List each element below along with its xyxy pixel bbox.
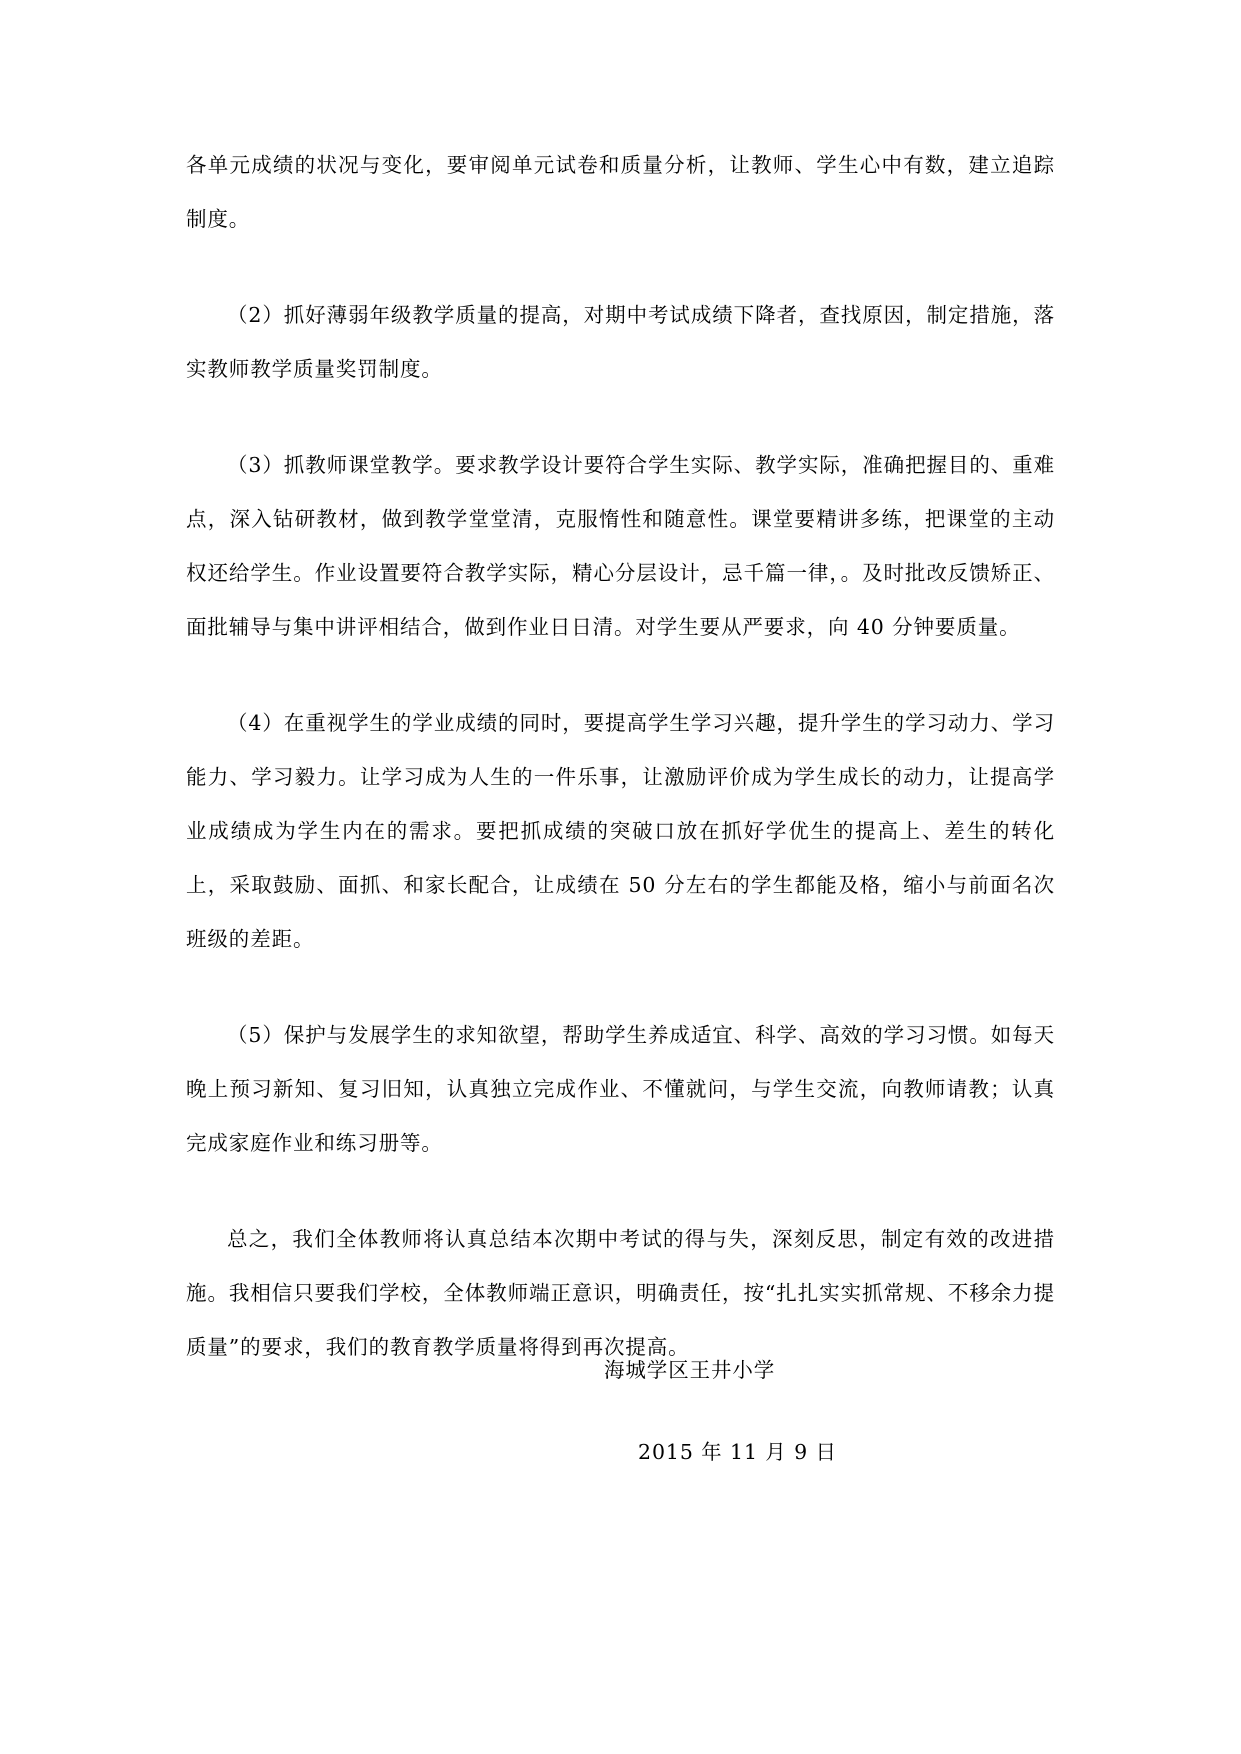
document-body — [186, 138, 1055, 1416]
paragraph-item-4: （4）在重视学生的学业成绩的同时，要提高学生学习兴趣，提升学生的学习动力、学习能力、学习毅力。让学习成为人生的一件乐事，让激励评价成为学生成长的动力，让提高学业成绩成为学生内在的需求。要把抓成绩的突破口放在抓好学优生的提高上、差生的转化上，采取鼓励、面抓、和家长配合，让成绩在 50 分左右的学生都能及格，缩小与前面名次班级的差距。 — [186, 711, 1055, 951]
paragraph-conclusion: 总之，我们全体教师将认真总结本次期中考试的得与失，深刻反思，制定有效的改进措施。我相信只要我们学校，全体教师端正意识，明确责任，按“扎扎实实抓常规、不移余力提质量”的要求，我们的教育教学质量将得到再次提高。 — [186, 1227, 1055, 1359]
paragraph-continuation: 各单元成绩的状况与变化，要审阅单元试卷和质量分析，让教师、学生心中有数，建立追踪制度。 — [186, 153, 1055, 231]
signature-organization: 海城学区王井小学 — [604, 1358, 776, 1382]
paragraph-item-3: （3）抓教师课堂教学。要求教学设计要符合学生实际、教学实际，准确把握目的、重难点，深入钻研教材，做到教学堂堂清，克服惰性和随意性。课堂要精讲多练，把课堂的主动权还给学生。作业设置要符合教学实际，精心分层设计，忌千篇一律，。及时批改反馈矫正、面批辅导与集中讲评相结合，做到作业日日清。对学生要从严要求，向 40 分钟要质量。 — [186, 453, 1055, 639]
paragraph-item-5: （5）保护与发展学生的求知欲望，帮助学生养成适宜、科学、高效的学习习惯。如每天晚上预习新知、复习旧知，认真独立完成作业、不懂就问，与学生交流，向教师请教；认真完成家庭作业和练习册等。 — [186, 1023, 1055, 1155]
paragraph-item-2: （2）抓好薄弱年级教学质量的提高，对期中考试成绩下降者，查找原因，制定措施，落实教师教学质量奖罚制度。 — [186, 303, 1055, 381]
signature-date: 2015 年 11 月 9 日 — [638, 1440, 837, 1464]
